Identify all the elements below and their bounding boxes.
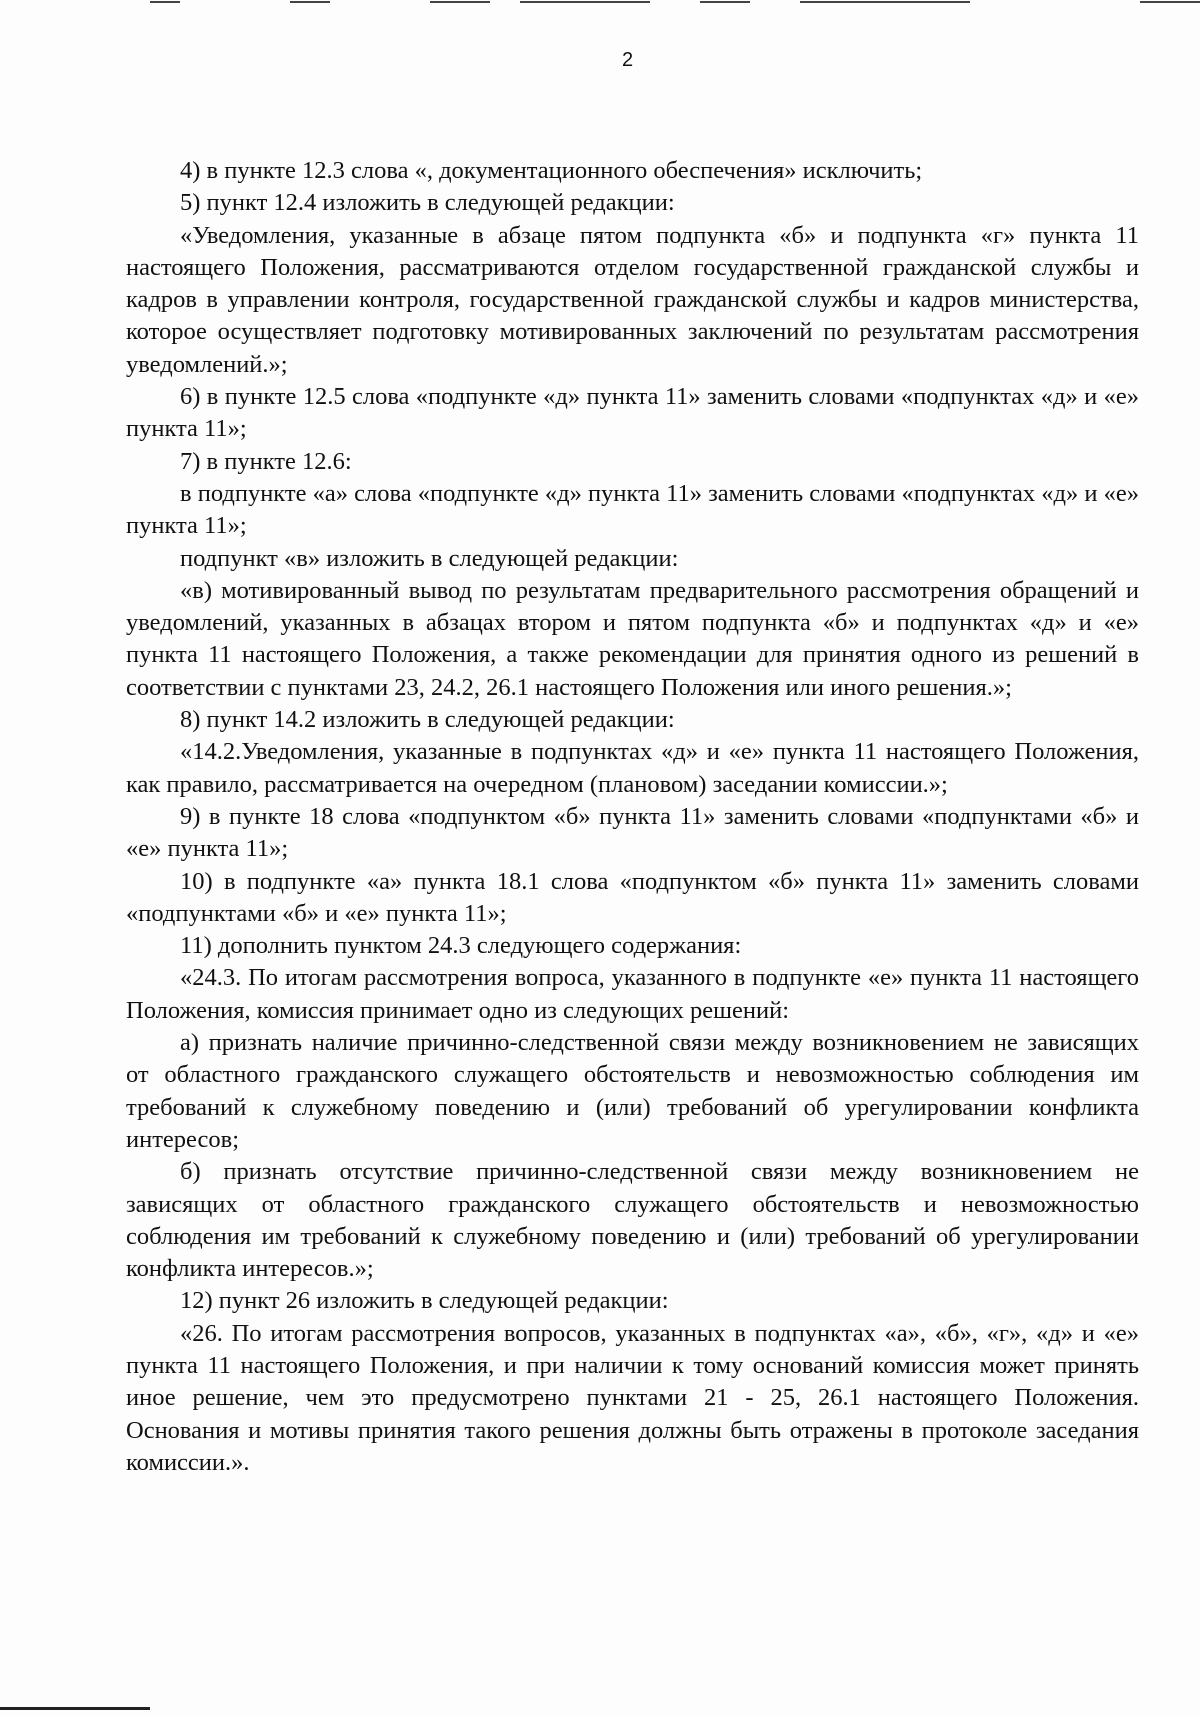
document-body	[126, 155, 1139, 1479]
paragraph: «14.2.Уведомления, указанные в подпунктах «д» и «е» пункта 11 настоящего Положения, как правило, рассматривается на очередном (плановом) заседании комиссии.»;	[126, 738, 1139, 798]
paragraph: 7) в пункте 12.6:	[180, 447, 352, 475]
paragraph: 10) в подпункте «а» пункта 18.1 слова «подпунктом «б» пункта 11» заменить словами «подпунктами «б» и «е» пункта 11»;	[126, 867, 1139, 927]
paragraph: подпункт «в» изложить в следующей редакции:	[180, 544, 679, 572]
paragraph: 4) в пункте 12.3 слова «, документационного обеспечения» исключить;	[180, 157, 923, 184]
paragraph: в подпункте «а» слова «подпункте «д» пункта 11» заменить словами «подпунктах «д» и «е» пункта 11»;	[126, 479, 1139, 540]
paragraph: 11) дополнить пунктом 24.3 следующего содержания:	[180, 932, 742, 960]
scan-edge-top	[0, 0, 1200, 5]
paragraph: 9) в пункте 18 слова «подпунктом «б» пункта 11» заменить словами «подпунктами «б» и «е» пункта 11»;	[126, 802, 1139, 863]
paragraph: а) признать наличие причинно-следственной связи между возникновением не зависящих от областного гражданского служащего обстоятельств и невозможностью соблюдения им требований к служебному поведению и (или) требований об урегулировании конфликта интересов;	[126, 1029, 1139, 1153]
paragraph: 6) в пункте 12.5 слова «подпункте «д» пункта 11» заменить словами «подпунктах «д» и «е» пункта 11»;	[126, 383, 1139, 443]
paragraph: «24.3. По итогам рассмотрения вопроса, указанного в подпункте «е» пункта 11 настоящего Положения, комиссия принимает одно из следующих решений:	[126, 964, 1139, 1024]
paragraph: «26. По итогам рассмотрения вопросов, указанных в подпунктах «а», «б», «г», «д» и «е» пункта 11 настоящего Положения, и при наличии к тому оснований комиссия может принять иное решение, чем это предусмотрено пунктами 21 - 25, 26.1 настоящего Положения. Основания и мотивы принятия такого решения должны быть отражены в протоколе заседания комиссии.».	[126, 1319, 1139, 1476]
paragraph: 12) пункт 26 изложить в следующей редакции:	[180, 1287, 669, 1315]
paragraph: «в) мотивированный вывод по результатам предварительного рассмотрения обращений и уведомлений, указанных в абзацах втором и пятом подпункта «б» и подпунктах «д» и «е» пункта 11 настоящего Положения, а также рекомендации для принятия одного из решений в соответствии с пунктами 23, 24.2, 26.1 настоящего Положения или иного решения.»;	[126, 576, 1139, 701]
paragraph: 5) пункт 12.4 изложить в следующей редакции:	[180, 189, 675, 217]
paragraph: «Уведомления, указанные в абзаце пятом подпункта «б» и подпункта «г» пункта 11 настоящего Положения, рассматриваются отделом государственной гражданской службы и кадров в управлении контроля, государственной гражданской службы и кадров министерства, которое осуществляет подготовку мотивированных заключений по результатам рассмотрения уведомлений.»;	[126, 221, 1139, 378]
scan-edge-bottom	[0, 1707, 150, 1710]
paragraph: б) признать отсутствие причинно-следственной связи между возникновением не зависящих от областного гражданского служащего обстоятельств и невозможностью соблюдения им требований к служебному поведению и (или) требований об урегулировании конфликта интересов.»;	[126, 1158, 1139, 1283]
page-number: 2	[621, 49, 634, 71]
paragraph: 8) пункт 14.2 изложить в следующей редакции:	[180, 706, 675, 734]
